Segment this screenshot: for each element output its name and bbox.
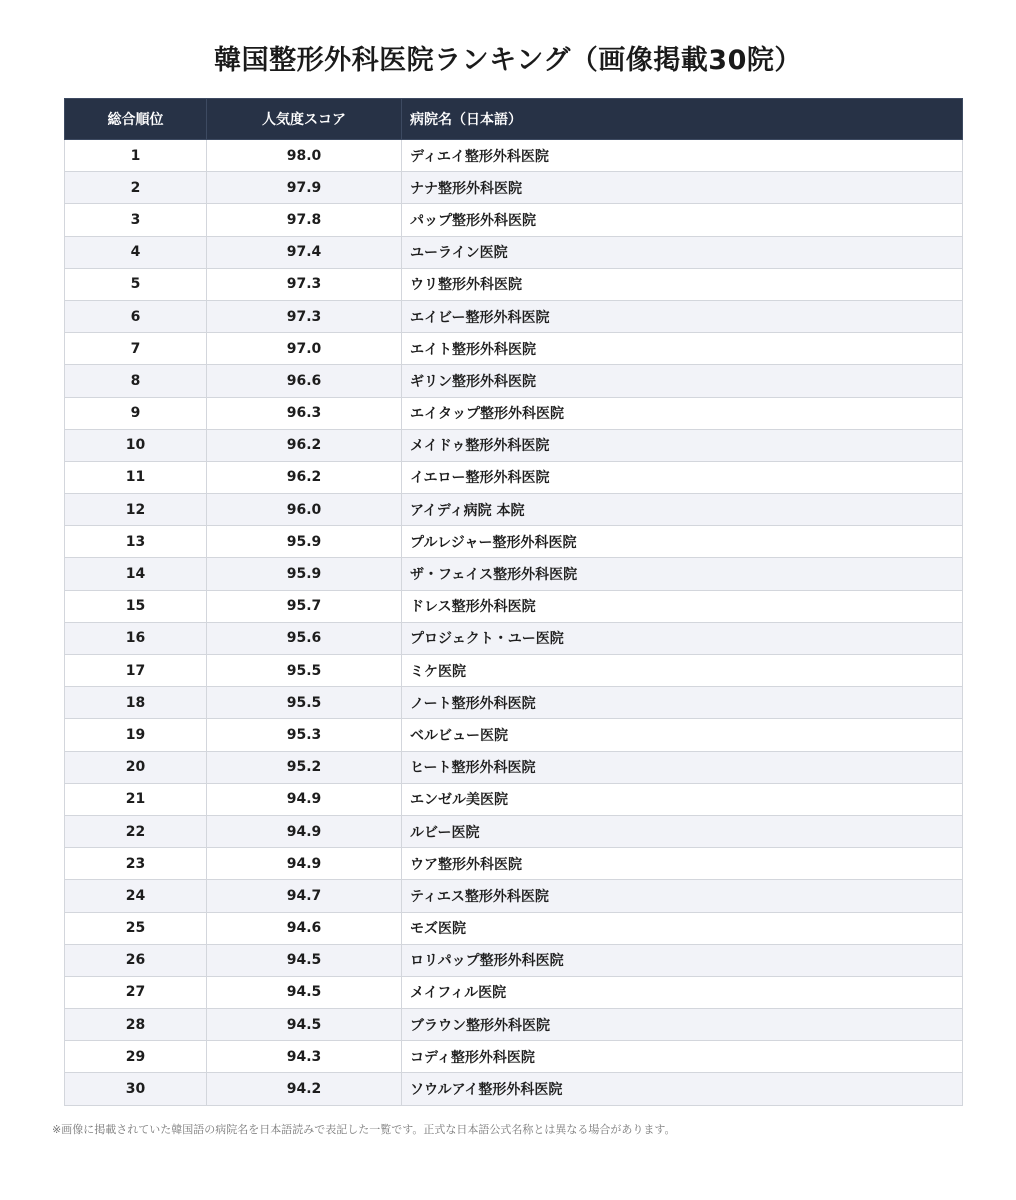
table-row — [65, 461, 963, 493]
table-row — [65, 655, 963, 687]
hospital-name-cell: コディ整形外科医院 — [402, 1041, 963, 1073]
table-row — [65, 815, 963, 847]
rank-cell: 1 — [65, 140, 207, 172]
hospital-name-cell: メイドゥ整形外科医院 — [402, 429, 963, 461]
rank-cell: 21 — [65, 783, 207, 815]
ranking-table — [64, 98, 963, 1106]
score-cell: 97.8 — [207, 204, 402, 236]
rank-cell: 14 — [65, 558, 207, 590]
hospital-name-cell: ナナ整形外科医院 — [402, 172, 963, 204]
rank-cell: 10 — [65, 429, 207, 461]
hospital-name-cell: ザ・フェイス整形外科医院 — [402, 558, 963, 590]
score-cell: 95.7 — [207, 590, 402, 622]
rank-cell: 19 — [65, 719, 207, 751]
score-cell: 94.9 — [207, 848, 402, 880]
hospital-name-cell: ユーライン医院 — [402, 236, 963, 268]
rank-cell: 24 — [65, 880, 207, 912]
hospital-name-cell: ウア整形外科医院 — [402, 848, 963, 880]
rank-cell: 26 — [65, 944, 207, 976]
table-row — [65, 687, 963, 719]
hospital-name-cell: ドレス整形外科医院 — [402, 590, 963, 622]
score-cell: 96.2 — [207, 429, 402, 461]
hospital-name-cell: アイディ病院 本院 — [402, 494, 963, 526]
rank-cell: 8 — [65, 365, 207, 397]
hospital-name-cell: ディエイ整形外科医院 — [402, 140, 963, 172]
rank-cell: 15 — [65, 590, 207, 622]
hospital-name-cell: メイフィル医院 — [402, 976, 963, 1008]
table-row — [65, 526, 963, 558]
table-row — [65, 429, 963, 461]
score-cell: 94.5 — [207, 944, 402, 976]
table-row — [65, 268, 963, 300]
hospital-name-cell: ベルビュー医院 — [402, 719, 963, 751]
hospital-name-cell: パップ整形外科医院 — [402, 204, 963, 236]
table-row — [65, 365, 963, 397]
table-row — [65, 397, 963, 429]
table-row — [65, 622, 963, 654]
hospital-name-cell: ルビー医院 — [402, 815, 963, 847]
hospital-name-cell: ギリン整形外科医院 — [402, 365, 963, 397]
table-row — [65, 1041, 963, 1073]
hospital-name-cell: ソウルアイ整形外科医院 — [402, 1073, 963, 1105]
table-row — [65, 140, 963, 172]
hospital-name-cell: ヒート整形外科医院 — [402, 751, 963, 783]
table-row — [65, 912, 963, 944]
score-cell: 97.9 — [207, 172, 402, 204]
table-row — [65, 783, 963, 815]
table-row — [65, 751, 963, 783]
table-row — [65, 1073, 963, 1105]
table-row — [65, 172, 963, 204]
hospital-name-cell: プロジェクト・ユー医院 — [402, 622, 963, 654]
rank-cell: 17 — [65, 655, 207, 687]
rank-cell: 2 — [65, 172, 207, 204]
rank-cell: 5 — [65, 268, 207, 300]
score-cell: 94.9 — [207, 815, 402, 847]
rank-cell: 22 — [65, 815, 207, 847]
column-header-rank: 総合順位 — [65, 99, 207, 140]
table-row — [65, 848, 963, 880]
table-row — [65, 944, 963, 976]
score-cell: 94.3 — [207, 1041, 402, 1073]
rank-cell: 27 — [65, 976, 207, 1008]
score-cell: 97.3 — [207, 268, 402, 300]
rank-cell: 7 — [65, 333, 207, 365]
rank-cell: 3 — [65, 204, 207, 236]
score-cell: 95.6 — [207, 622, 402, 654]
rank-cell: 11 — [65, 461, 207, 493]
hospital-name-cell: ノート整形外科医院 — [402, 687, 963, 719]
hospital-name-cell: エンゼル美医院 — [402, 783, 963, 815]
score-cell: 95.3 — [207, 719, 402, 751]
rank-cell: 28 — [65, 1009, 207, 1041]
score-cell: 94.7 — [207, 880, 402, 912]
page-title: 韓国整形外科医院ランキング（画像掲載30院） — [214, 45, 802, 76]
rank-cell: 9 — [65, 397, 207, 429]
table-row — [65, 590, 963, 622]
hospital-name-cell: モズ医院 — [402, 912, 963, 944]
table-row — [65, 558, 963, 590]
score-cell: 95.2 — [207, 751, 402, 783]
column-header-score: 人気度スコア — [207, 99, 402, 140]
hospital-name-cell: エイト整形外科医院 — [402, 333, 963, 365]
rank-cell: 6 — [65, 300, 207, 332]
score-cell: 95.9 — [207, 526, 402, 558]
table-row — [65, 333, 963, 365]
hospital-name-cell: ロリパップ整形外科医院 — [402, 944, 963, 976]
score-cell: 96.0 — [207, 494, 402, 526]
hospital-name-cell: プルレジャー整形外科医院 — [402, 526, 963, 558]
table-body — [65, 140, 963, 1106]
hospital-name-cell: エイビー整形外科医院 — [402, 300, 963, 332]
rank-cell: 13 — [65, 526, 207, 558]
hospital-name-cell: ティエス整形外科医院 — [402, 880, 963, 912]
table-row — [65, 236, 963, 268]
rank-cell: 16 — [65, 622, 207, 654]
score-cell: 97.4 — [207, 236, 402, 268]
table-header — [65, 99, 963, 140]
rank-cell: 4 — [65, 236, 207, 268]
rank-cell: 23 — [65, 848, 207, 880]
table-row — [65, 880, 963, 912]
table-row — [65, 494, 963, 526]
score-cell: 94.2 — [207, 1073, 402, 1105]
score-cell: 97.0 — [207, 333, 402, 365]
table-row — [65, 719, 963, 751]
hospital-name-cell: ブラウン整形外科医院 — [402, 1009, 963, 1041]
score-cell: 97.3 — [207, 300, 402, 332]
hospital-name-cell: ミケ医院 — [402, 655, 963, 687]
column-header-hospital-name: 病院名（日本語） — [402, 99, 963, 140]
hospital-name-cell: エイタップ整形外科医院 — [402, 397, 963, 429]
table-header-row — [65, 99, 963, 140]
rank-cell: 20 — [65, 751, 207, 783]
score-cell: 94.9 — [207, 783, 402, 815]
rank-cell: 30 — [65, 1073, 207, 1105]
table-row — [65, 204, 963, 236]
rank-cell: 18 — [65, 687, 207, 719]
score-cell: 95.5 — [207, 655, 402, 687]
score-cell: 95.5 — [207, 687, 402, 719]
footnote: ※画像に掲載されていた韓国語の病院名を日本語読みで表記した一覧です。正式な日本語公式名称とは異なる場合があります。 — [52, 1123, 676, 1136]
score-cell: 94.5 — [207, 1009, 402, 1041]
score-cell: 94.5 — [207, 976, 402, 1008]
score-cell: 98.0 — [207, 140, 402, 172]
table-row — [65, 1009, 963, 1041]
score-cell: 94.6 — [207, 912, 402, 944]
score-cell: 95.9 — [207, 558, 402, 590]
hospital-name-cell: ウリ整形外科医院 — [402, 268, 963, 300]
score-cell: 96.2 — [207, 461, 402, 493]
table-row — [65, 976, 963, 1008]
hospital-name-cell: イエロー整形外科医院 — [402, 461, 963, 493]
table-row — [65, 300, 963, 332]
score-cell: 96.3 — [207, 397, 402, 429]
rank-cell: 25 — [65, 912, 207, 944]
rank-cell: 29 — [65, 1041, 207, 1073]
score-cell: 96.6 — [207, 365, 402, 397]
rank-cell: 12 — [65, 494, 207, 526]
